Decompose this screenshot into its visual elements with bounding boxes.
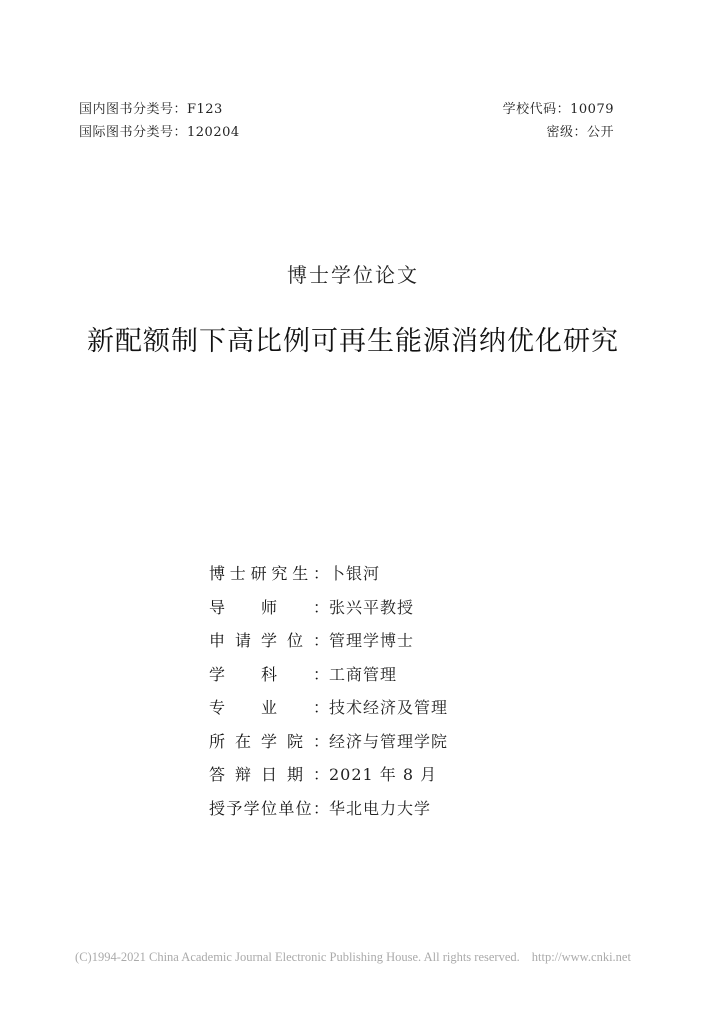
info-value: 华北电力大学 (329, 798, 432, 818)
info-value: 技术经济及管理 (329, 698, 449, 718)
classification-block (79, 98, 240, 144)
info-label: 学科： (209, 664, 329, 684)
info-value: 工商管理 (329, 664, 398, 684)
domestic-classification: 国内图书分类号：F123 (79, 102, 223, 117)
degree-type-heading: 博士学位论文 (287, 263, 419, 287)
info-label: 申请学位： (209, 631, 329, 651)
info-row-supervisor (209, 590, 448, 624)
info-row-institution (209, 791, 448, 825)
info-label: 授予学位单位： (209, 798, 329, 818)
info-row-candidate (209, 556, 448, 590)
secrecy-level: 密级：公开 (546, 125, 614, 140)
info-label: 专业： (209, 698, 329, 718)
info-label: 导师： (209, 597, 329, 617)
info-value: 卜银河 (329, 564, 381, 584)
international-classification: 国际图书分类号：120204 (79, 125, 240, 140)
info-value: 管理学博士 (329, 631, 415, 651)
school-info-block (503, 98, 614, 144)
copyright-footer (0, 950, 706, 965)
info-row-degree (209, 623, 448, 657)
info-label: 答辩日期： (209, 765, 329, 785)
cnki-url: http://www.cnki.net (531, 950, 631, 964)
info-row-discipline (209, 657, 448, 691)
info-label: 博士研究生： (209, 564, 329, 584)
info-label: 所在学院： (209, 731, 329, 751)
author-info-table (209, 556, 448, 824)
info-row-defense-date (209, 757, 448, 791)
info-value: 经济与管理学院 (329, 731, 449, 751)
info-row-college (209, 724, 448, 758)
info-value: 2021 年 8 月 (329, 765, 438, 785)
info-row-major (209, 690, 448, 724)
thesis-title: 新配额制下高比例可再生能源消纳优化研究 (87, 326, 619, 357)
school-code: 学校代码：10079 (502, 102, 614, 117)
copyright-text: (C)1994-2021 China Academic Journal Electronic Publishing House. All rights reserved. (75, 950, 520, 964)
info-value: 张兴平教授 (329, 597, 415, 617)
